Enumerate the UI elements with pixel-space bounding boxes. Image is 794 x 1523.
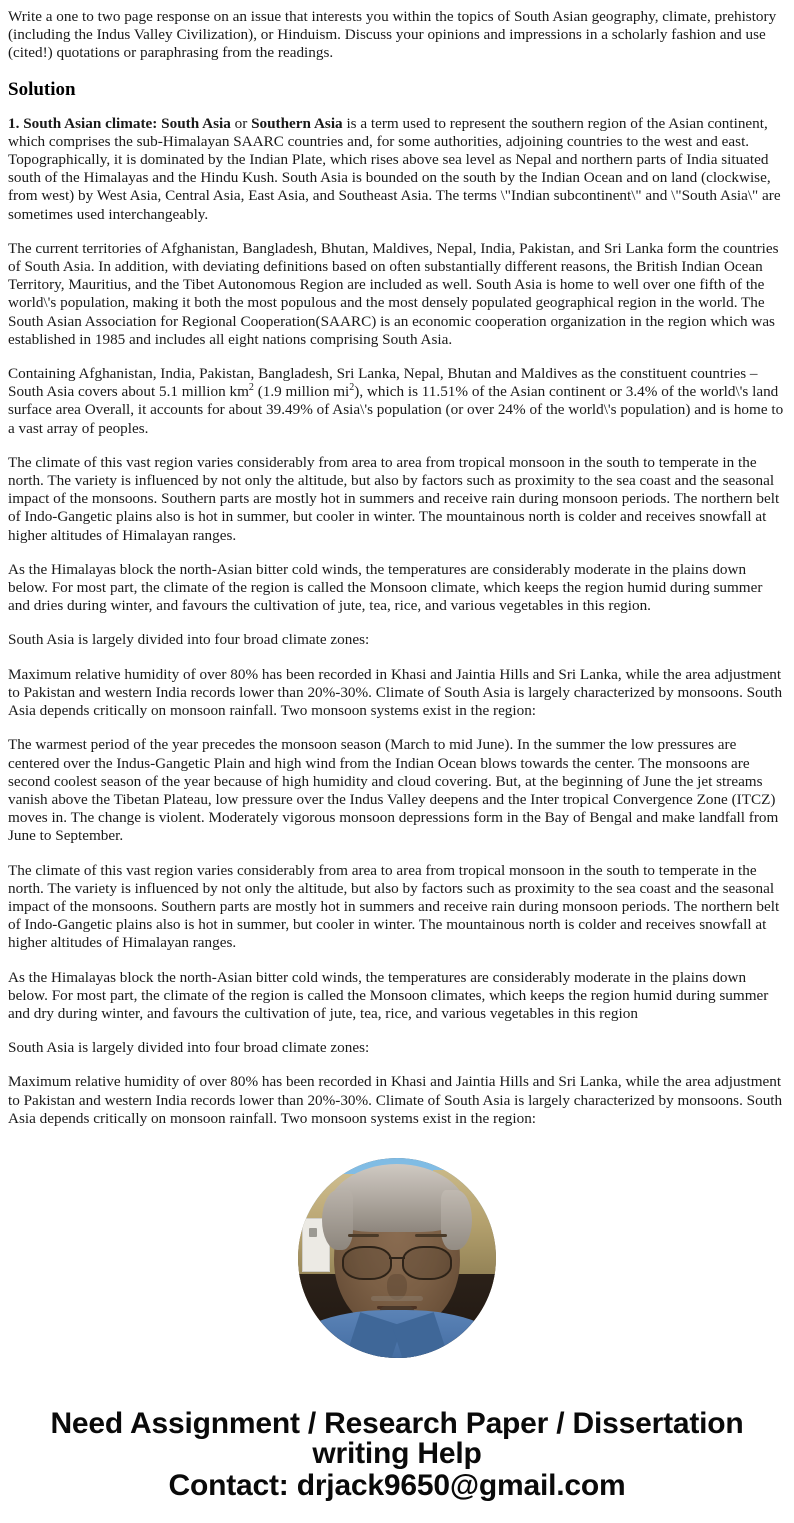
area-text-before: Containing Afghanistan, India, Pakistan, Bangladesh, Sri Lanka, Nepal, Bhutan and Maldives as the constituent countries – South Asia covers about 5.1 million km (8, 365, 758, 401)
portrait-container (8, 1158, 786, 1373)
paragraph-area-statistics (8, 365, 786, 438)
promo-contact-email[interactable]: Contact: drjack9650@gmail.com (168, 1468, 626, 1502)
promo-line-1: Need Assignment / Research Paper / Dissertation (50, 1406, 744, 1440)
assignment-prompt: Write a one to two page response on an issue that interests you within the topics of South Asian geography, climate, prehistory (including the Indus Valley Civilization), or Hinduism. Discuss your opinions and impressions in a scholarly fashion and use (cited!) quotations or paraphrasing from the readings. (8, 8, 777, 62)
paragraph-himalayas-block-1: As the Himalayas block the north-Asian bitter cold winds, the temperatures are considerably moderate in the plains down below. For most part, the climate of the region is called the Monsoon climate, which keeps the region humid during summer and dries during winter, and favours the cultivation of jute, tea, rice, and various vegetables in this region. (8, 560, 763, 615)
photo-eyebrow-right (415, 1234, 447, 1237)
paragraph-climate-zones-2: South Asia is largely divided into four broad climate zones: (8, 1039, 370, 1057)
promo-line-2: writing Help (312, 1436, 482, 1470)
eyeglasses-icon (342, 1246, 453, 1276)
paragraph-climate-zones-1: South Asia is largely divided into four broad climate zones: (8, 631, 370, 649)
section-1-body: is a term used to represent the southern region of the Asian continent, which comprises the sub-Himalayan SAARC countries and, for some authorities, adjoining countries to the west and east. Topographically, it is dominated by the Indian Plate, which rises above sea level as Nepal and northern parts of India situated south of the Himalayas and the Hindu Kush. South Asia is bounded on the south by the Indian Ocean and on land (clockwise, from west) by West Asia, Central Asia, East Asia, and Southeast Asia. The terms \"Indian subcontinent\" and \"South Asia\" are sometimes used interchangeably. (8, 114, 781, 223)
area-text-between: (1.9 million mi (253, 383, 350, 401)
photo-eyebrow-left (348, 1234, 380, 1237)
paragraph-humidity-2: Maximum relative humidity of over 80% has been recorded in Khasi and Jaintia Hills and Sri Lanka, while the area adjustment to Pakistan and western India records lower than 20%-30%. Climate of South Asia is largely characterized by monsoons. South Asia depends critically on monsoon rainfall. Two monsoon systems exist in the region: (8, 1073, 783, 1127)
section-1-number: 1. South Asian climate: (8, 114, 162, 132)
section-1-paragraph (8, 115, 786, 224)
section-1-term-2: Southern Asia (251, 114, 343, 132)
paragraph-himalayas-block-2: As the Himalayas block the north-Asian bitter cold winds, the temperatures are considerably moderate in the plains down below. For most part, the climate of the region is called the Monsoon climates, which keeps the region humid during summer and dry during winter, and favours the cultivation of jute, tea, rice, and various vegetables in this region (8, 968, 769, 1022)
photo-lens-left (342, 1246, 393, 1280)
avatar (298, 1158, 496, 1358)
photo-glasses-bridge (389, 1257, 405, 1259)
paragraph-humidity-1: Maximum relative humidity of over 80% has been recorded in Khasi and Jaintia Hills and Sri Lanka, while the area adjustment to Pakistan and western India records lower than 20%-30%. Climate of South Asia is largely characterized by monsoons. South Asia depends critically on monsoon rainfall. Two monsoon systems exist in the region: (8, 665, 783, 720)
photo-moustache (371, 1296, 422, 1301)
section-1-conjunction: or (230, 114, 252, 132)
page-title: Solution (8, 78, 76, 100)
photo-hair-right (441, 1190, 473, 1250)
paragraph-territories: The current territories of Afghanistan, Bangladesh, Bhutan, Maldives, Nepal, India, Pakistan, and Sri Lanka form the countries of South Asia. In addition, with deviating definitions based on often substantially different reasons, the British Indian Ocean Territory, Mauritius, and the Tibet Autonomous Region are included as well. South Asia is home to well over one fifth of the world\'s population, making it both the most populous and the most densely populated geographical region in the world. The South Asian Association for Regional Cooperation(SAARC) is an economic cooperation organization in the region which was established in 1985 and includes all eight nations comprising South Asia. (8, 239, 779, 348)
superscript-km2: 2 (248, 382, 254, 394)
photo-lens-right (402, 1246, 453, 1280)
photo-hair-left (322, 1190, 354, 1250)
area-text-after: ), which is 11.51% of the Asian continent or 3.4% of the world\'s land surface area Overall, it accounts for about 39.49% of Asia\'s population (or over 24% of the world\'s population) and is home to a vast array of peoples. (8, 383, 784, 437)
paragraph-climate-variation-2: The climate of this vast region varies considerably from area to area from tropical monsoon in the south to temperate in the north. The variety is influenced by not only the altitude, but also by factors such as proximity to the sea coast and the seasonal impact of the monsoons. Southern parts are mostly hot in summers and receive rain during monsoon periods. The northern belt of Indo-Gangetic plains also is hot in summer, but cooler in winter. The mountainous north is colder and receives snowfall at higher altitudes of Himalayan ranges. (8, 861, 780, 952)
promo-footer (8, 1406, 786, 1502)
section-1-term-1: South Asia (161, 114, 231, 132)
paragraph-warmest-period: The warmest period of the year precedes the monsoon season (March to mid June). In the summer the low pressures are centered over the Indus-Gangetic Plain and high wind from the Indian Ocean blows towards the center. The monsoons are second coolest season of the year because of high humidity and cloud covering. But, at the beginning of June the jet streams vanish above the Tibetan Plateau, low pressure over the Indus Valley deepens and the Inter tropical Convergence Zone (ITCZ) moves in. The change is violent. Moderately vigorous monsoon depressions form in the Bay of Bengal and make landfall from June to September. (8, 736, 779, 845)
paragraph-climate-variation-1: The climate of this vast region varies considerably from area to area from tropical monsoon in the south to temperate in the north. The variety is influenced by not only the altitude, but also by factors such as proximity to the sea coast and the seasonal impact of the monsoons. Southern parts are mostly hot in summers and receive rain during monsoon periods. The northern belt of Indo-Gangetic plains also is hot in summer, but cooler in winter. The mountainous north is colder and receives snowfall at higher altitudes of Himalayan ranges. (8, 453, 780, 544)
superscript-mi2: 2 (349, 382, 355, 394)
